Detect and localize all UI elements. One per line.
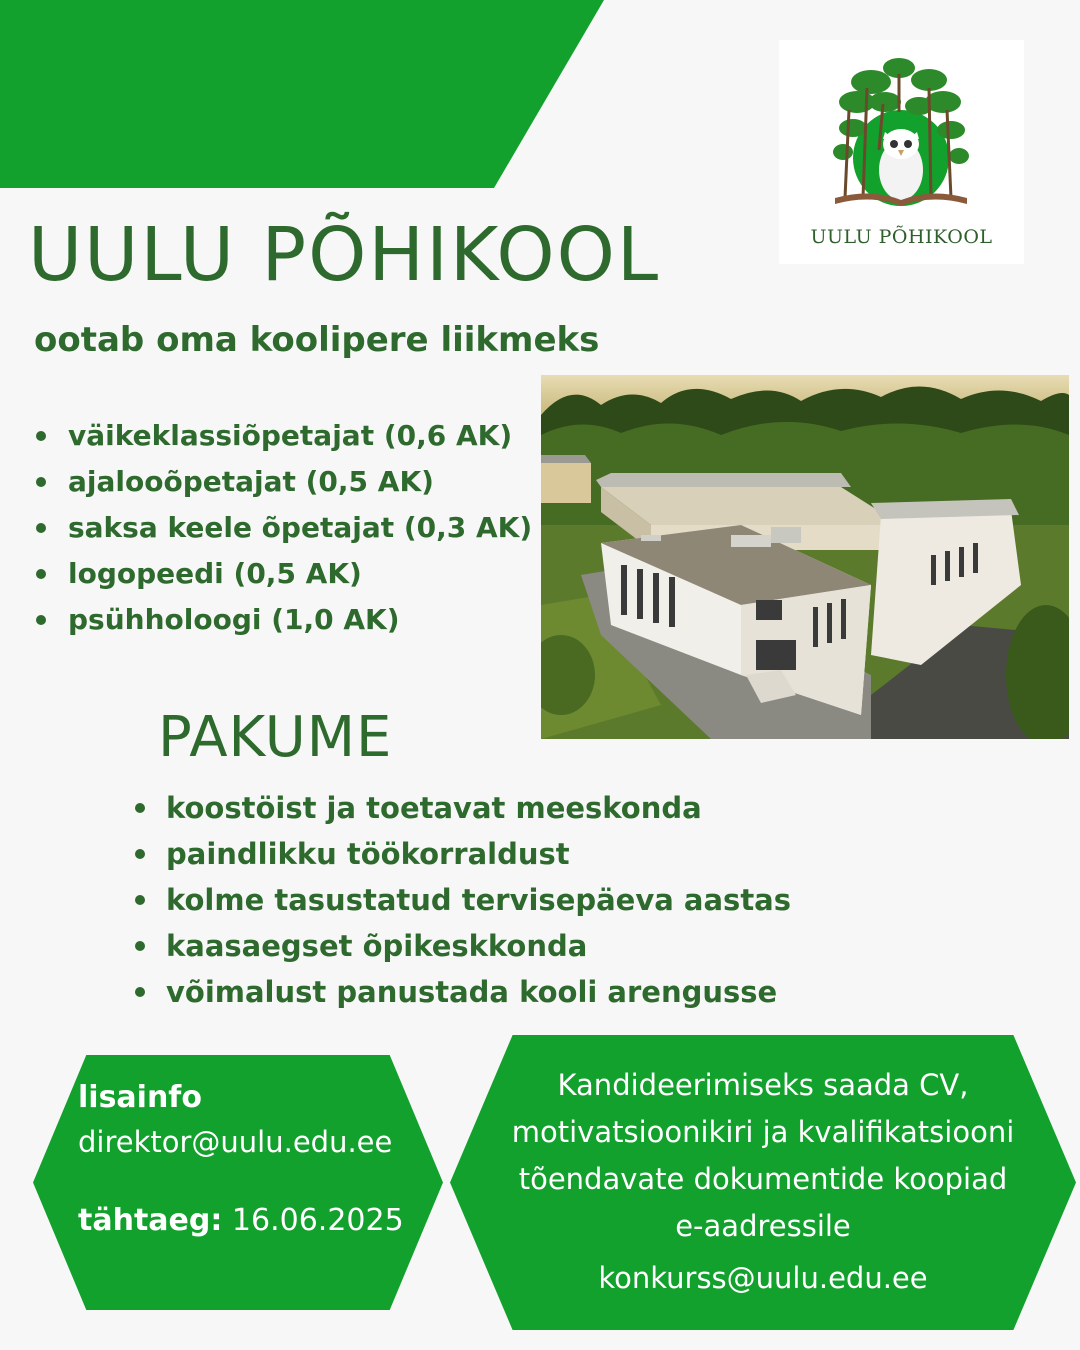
deadline-value: 16.06.2025 (231, 1203, 404, 1238)
deadline-label: tähtaeg: (78, 1203, 223, 1238)
contact-email-link[interactable]: direktor@uulu.edu.ee (78, 1125, 393, 1159)
school-building-photo (541, 375, 1069, 739)
application-line: e-aadressile (675, 1209, 851, 1243)
list-item: võimalust panustada kooli arengusse (135, 972, 791, 1018)
top-green-banner (0, 0, 604, 188)
offer-heading: PAKUME (158, 705, 393, 770)
list-item: paindlikku töökorraldust (135, 834, 791, 880)
list-item: ajalooõpetajat (0,5 AK) (36, 462, 532, 508)
page-title: UULU PÕHIKOOL (28, 212, 661, 298)
application-line: Kandideerimiseks saada CV, (557, 1068, 969, 1102)
application-instructions (472, 1062, 1054, 1250)
list-item: psühholoogi (1,0 AK) (36, 600, 532, 646)
list-item: kaasaegset õpikeskkonda (135, 926, 791, 972)
school-logo (779, 40, 1024, 264)
application-email-link[interactable]: konkurss@uulu.edu.ee (598, 1261, 928, 1295)
list-item: logopeedi (0,5 AK) (36, 554, 532, 600)
logo-text: UULU PÕHIKOOL (810, 226, 993, 248)
deadline (78, 1203, 404, 1238)
contact-label: lisainfo (78, 1080, 202, 1115)
application-line: tõendavate dokumentide koopiad (518, 1162, 1008, 1196)
list-item: väikeklassiõpetajat (0,6 AK) (36, 416, 532, 462)
offer-list (135, 788, 791, 1018)
positions-list (36, 416, 532, 646)
application-line: motivatsioonikiri ja kvalifikatsiooni (511, 1115, 1015, 1149)
list-item: kolme tasustatud tervisepäeva aastas (135, 880, 791, 926)
list-item: saksa keele õpetajat (0,3 AK) (36, 508, 532, 554)
list-item: koostöist ja toetavat meeskonda (135, 788, 791, 834)
page-subtitle: ootab oma koolipere liikmeks (34, 320, 600, 360)
